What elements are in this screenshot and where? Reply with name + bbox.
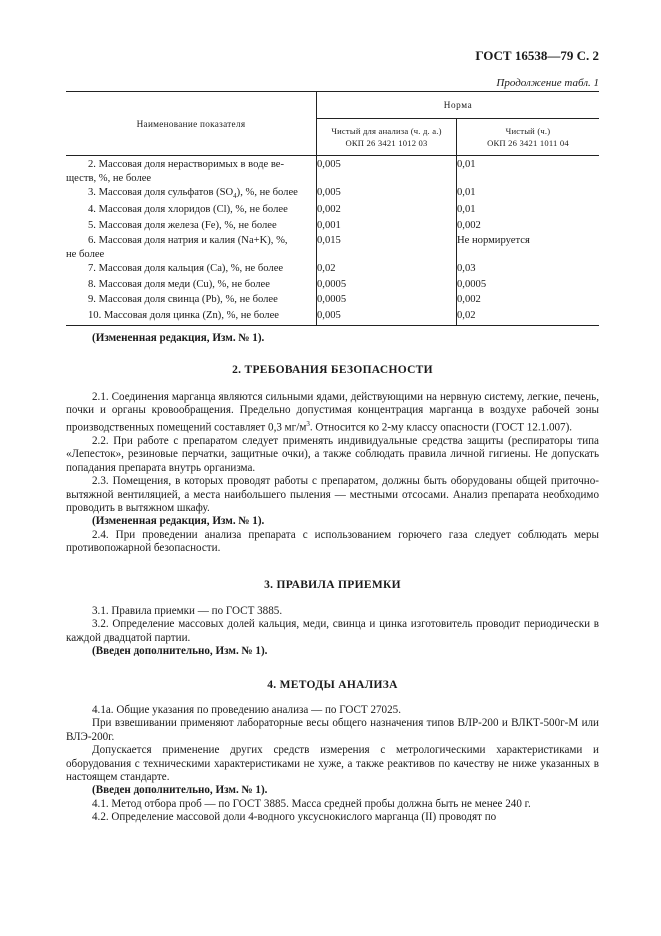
- table-row: [66, 262, 599, 278]
- table-row: [66, 186, 599, 203]
- row-indicator: 2. Массовая доля нерастворимых в воде ве- ществ, %, не более: [66, 156, 317, 187]
- column-header-indicator: Наименование показателя: [66, 92, 317, 156]
- paragraph-4-1: 4.1. Метод отбора проб — по ГОСТ 3885. Масса средней пробы должна быть не менее 240 г.: [92, 797, 531, 810]
- row-indicator: 10. Массовая доля цинка (Zn), %, не более: [66, 309, 317, 325]
- paragraph-4-1a: 4.1а. Общие указания по проведению анализа — по ГОСТ 27025.: [92, 704, 401, 716]
- row-value-analytical: 0,005: [317, 309, 457, 325]
- paragraph-3-1: 3.1. Правила приемки — по ГОСТ 3885.: [92, 605, 283, 617]
- column-header-grade-pure: Чистый (ч.) ОКП 26 3421 1011 04: [457, 119, 600, 156]
- paragraph-weighing: При взвешивании применяют лабораторные весы общего назначения типов ВЛР-200 и ВЛКТ-500г-М или ВЛЭ-200г.: [66, 717, 599, 743]
- paragraph-2-4: 2.4. При проведении анализа препарата с использованием горючего газа следует соблюдать меры противопожарной безопасности.: [66, 528, 599, 555]
- row-indicator: 8. Массовая доля меди (Cu), %, не более: [66, 278, 317, 294]
- row-value-analytical: 0,0005: [317, 278, 457, 294]
- column-header-grade-analytical: Чистый для анализа (ч. д. а.) ОКП 26 3421 1012 03: [317, 119, 457, 156]
- row-indicator: 3. Массовая доля сульфатов $(SO_4)$, %, не более: [66, 186, 317, 203]
- row-value-analytical: 0,0005: [317, 293, 457, 309]
- norms-table: [66, 91, 599, 326]
- table-row: [66, 203, 599, 219]
- section-title-acceptance: 3. ПРАВИЛА ПРИЕМКИ: [264, 579, 401, 591]
- row-value-pure: 0,03: [457, 263, 476, 275]
- row-value-pure: 0,02: [457, 309, 600, 325]
- row-indicator: 9. Массовая доля свинца (Pb), %, не более: [66, 293, 317, 309]
- amendment-note: (Измененная редакция, Изм. № 1).: [92, 332, 265, 344]
- row-value-analytical: 0,005: [317, 186, 457, 203]
- row-indicator: 7. Массовая доля кальция (Ca), %, не более: [66, 262, 317, 278]
- paragraph-2-1: 2.1. Соединения марганца являются сильными ядами, действующими на нервную систему, легкие, печень, почки и органы кровообращения. Предельно допустимая концентрация марганца в воздухе рабочей зоны производственных помещений составляет 0,3 $мг/м^3$. Относится ко 2-му классу опасности (ГОСТ 12.1.007).: [66, 391, 599, 434]
- row-indicator: 6. Массовая доля натрия и калия (Na+K), %, не более: [66, 234, 317, 262]
- table-row: [66, 278, 599, 294]
- section-title-methods: 4. МЕТОДЫ АНАЛИЗА: [267, 679, 398, 691]
- row-indicator: 4. Массовая доля хлоридов (Cl), %, не более: [66, 203, 317, 219]
- paragraph-2-2: 2.2. При работе с препаратом следует применять индивидуальные средства защиты (респираторы типа «Лепесток», резиновые перчатки, защитные очки), а также соблюдать правила личной гигиены. Не допускать попадания препарата внутрь организма.: [66, 434, 599, 474]
- row-value-pure: Не нормируется: [457, 235, 530, 247]
- addition-note: (Введен дополнительно, Изм. № 1).: [92, 645, 268, 658]
- amendment-note: (Измененная редакция, Изм. № 1).: [92, 515, 265, 528]
- column-header-norm: Норма: [317, 92, 600, 119]
- table-row: [66, 156, 599, 187]
- row-value-pure: 0,002: [457, 294, 481, 306]
- row-value-pure: 0,002: [457, 219, 481, 231]
- table-row: [66, 219, 599, 235]
- section-acceptance-body: [66, 605, 599, 659]
- row-value-pure: 0,01: [457, 159, 476, 170]
- table-row: [66, 309, 599, 325]
- paragraph-4-2: 4.2. Определение массовой доли 4-водного уксуснокислого марганца (II) проводят по: [92, 811, 497, 824]
- row-indicator: 5. Массовая доля железа (Fe), %, не более: [66, 219, 317, 235]
- paragraph-alternatives: Допускается применение других средств измерения с метрологическими характеристиками и оборудования с техническими характеристиками не хуже, а также реактивов по качеству не ниже указанных в настоящем стандарте.: [66, 744, 599, 784]
- document-reference: ГОСТ 16538—79 С. 2: [475, 48, 599, 63]
- row-value-pure: 0,0005: [457, 278, 487, 290]
- row-value-pure: 0,01: [457, 204, 476, 216]
- addition-note: (Введен дополнительно, Изм. № 1).: [92, 784, 268, 797]
- row-value-analytical: 0,015: [317, 234, 457, 262]
- section-safety-body: [66, 391, 599, 556]
- paragraph-2-3: 2.3. Помещения, в которых проводят работы с препаратом, должны быть оборудованы общей приточно-вытяжной вентиляцией, а места наибольшего пыления — местными отсосами. Анализ препарата необходимо проводить в вытяжном шкафу.: [66, 475, 599, 514]
- paragraph-3-2: 3.2. Определение массовых долей кальция, меди, свинца и цинка изготовитель проводит периодически в каждой двадцатой партии.: [66, 618, 599, 644]
- table-continuation-label: Продолжение табл. 1: [496, 77, 599, 89]
- row-value-pure: 0,01: [457, 187, 476, 198]
- row-value-analytical: 0,001: [317, 219, 457, 235]
- table-row: [66, 234, 599, 262]
- section-title-safety: 2. ТРЕБОВАНИЯ БЕЗОПАСНОСТИ: [232, 364, 433, 376]
- row-value-analytical: 0,002: [317, 203, 457, 219]
- table-row: [66, 293, 599, 309]
- row-value-analytical: 0,005: [317, 156, 457, 187]
- section-methods-body: [66, 704, 599, 825]
- row-value-analytical: 0,02: [317, 262, 457, 278]
